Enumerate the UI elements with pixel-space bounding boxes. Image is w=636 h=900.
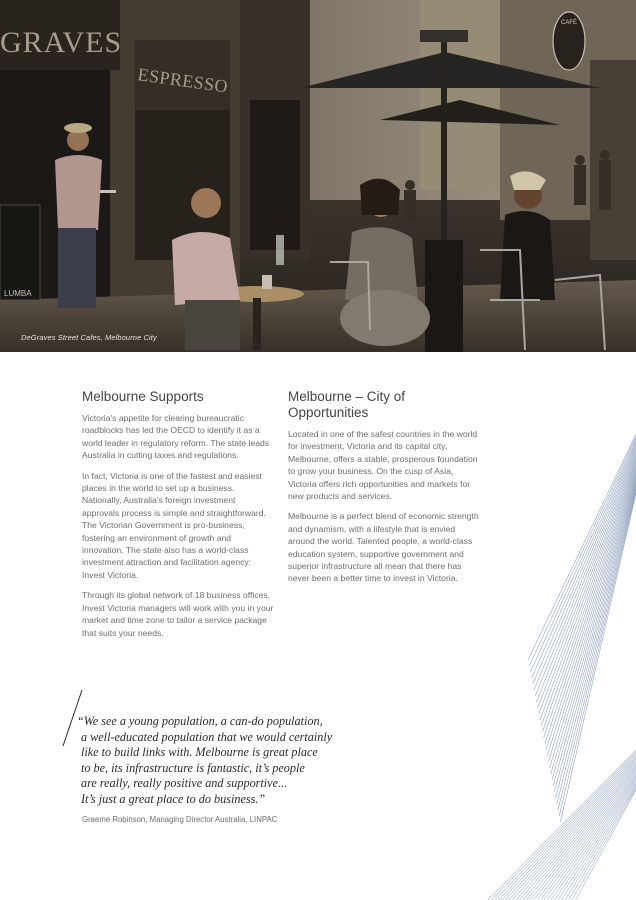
quote-line: to be, its infrastructure is fantastic, it’s people	[81, 760, 305, 775]
decorative-line	[527, 768, 636, 900]
cafe-sign-text: CAFÉ	[560, 20, 578, 26]
decorative-line	[541, 774, 636, 900]
quote-line: a well-educated population that we would certainly	[81, 729, 333, 744]
decorative-line	[506, 758, 636, 900]
decorative-line	[548, 777, 636, 900]
melbourne-supports-section	[82, 389, 274, 647]
decorative-line	[565, 785, 636, 900]
decorative-line	[555, 780, 636, 900]
graves-sign-text: GRAVES	[0, 26, 123, 59]
decorative-line	[509, 760, 636, 900]
quote-line: “We see a young population, a can-do population,	[77, 714, 323, 728]
decorative-line	[546, 467, 636, 750]
decorative-line	[545, 465, 636, 744]
decorative-line	[534, 771, 636, 900]
decorative-line	[553, 480, 636, 786]
pull-quote	[77, 714, 377, 808]
decorative-line	[542, 460, 636, 732]
body-paragraph: Through its global network of 18 business offices, Invest Victoria managers will work with you in your market and time zone to tailor a service package that suits your needs.	[82, 590, 274, 638]
section-heading: Melbourne Supports	[82, 389, 204, 404]
hero-photo	[0, 0, 636, 352]
quote-attribution: Graeme Robinson, Managing Director Australia, LINPAC	[82, 815, 278, 824]
decorative-line	[532, 441, 636, 678]
decorative-line	[513, 761, 636, 900]
quote-line: like to build links with. Melbourne is great place	[81, 745, 318, 760]
quote-line: are really, really positive and supportive...	[81, 776, 288, 791]
decorative-line	[541, 458, 636, 726]
body-paragraph: In fact, Victoria is one of the fastest and easiest places in the world to set up a business. Nationally, Australia's foreign investment approvals process is simple and straightforward. The Victorian Government is pro-business, fostering an environment of growth and innovation. The state also has a world-class investment attraction and facilitation agency: Invest Victoria.	[82, 470, 266, 580]
chalkboard-text: LUMBA	[4, 289, 32, 298]
decorative-line	[533, 443, 636, 684]
body-paragraph: Melbourne is a perfect blend of economic strength and dynamism, with a lifestyle that is envied around the world. Talented people, a world-class education system, supportive government and superior infrastructure all mean that there has never been a better time to invest in Victoria.	[288, 511, 479, 584]
decorative-line	[537, 772, 636, 900]
body-paragraph: Victoria's appetite for clearing bureaucratic roadblocks has led the OECD to identify it as a world leader in regulatory reform. The state leads Australia in cutting taxes and regulations.	[82, 413, 270, 461]
section-heading: Melbourne – City of Opportunities	[288, 389, 406, 420]
decorative-line	[495, 753, 636, 900]
cafe-street-scene	[0, 0, 636, 352]
decorative-line	[544, 463, 636, 738]
espresso-sign-text: ESPRESSO	[136, 64, 230, 97]
body-paragraph: Located in one of the safest countries in the world for investment, Victoria and its capital city, Melbourne, offers a stable, prosperous foundation to grow your business. On the cusp of Asia, Victoria offers rich opportunities and markets for new products and services.	[288, 429, 478, 502]
decorative-line	[516, 763, 636, 900]
decorative-line	[540, 456, 636, 720]
decorative-line	[551, 476, 636, 774]
decorative-line	[523, 766, 636, 900]
decorative-line	[560, 493, 636, 822]
quote-line: It’s just a great place to do business.”	[81, 791, 266, 806]
city-of-opportunities-section	[288, 389, 480, 593]
decorative-line	[558, 782, 636, 900]
decorative-line	[557, 487, 636, 804]
photo-caption: DeGraves Street Cafes, Melbourne City	[21, 333, 157, 342]
decorative-lines-graphic	[480, 430, 636, 900]
decorative-line	[552, 478, 636, 780]
